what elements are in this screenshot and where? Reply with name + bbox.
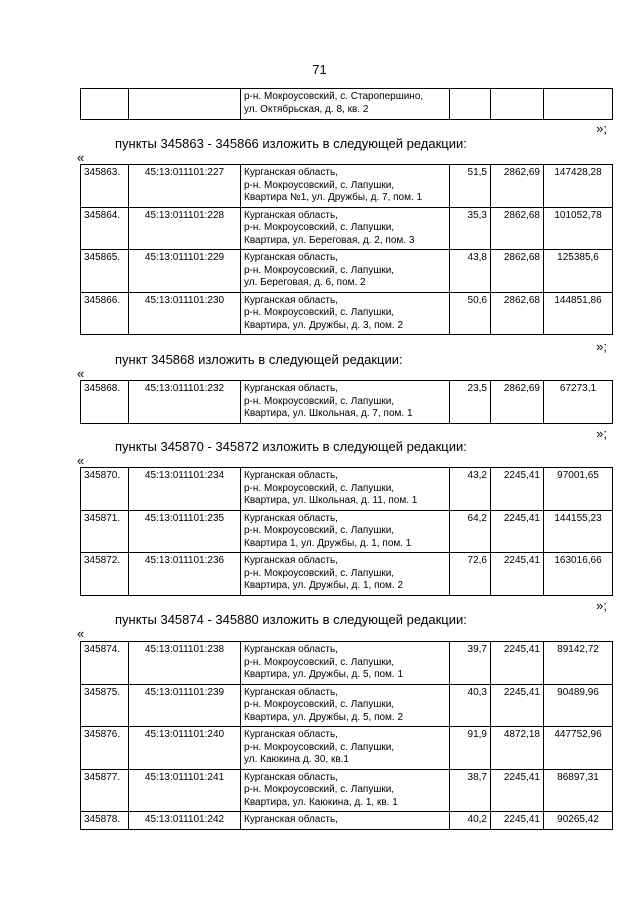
cell-price: 2245,41 <box>491 642 544 685</box>
section-instruction: пункты 345870 - 345872 изложить в следующей редакции: <box>115 439 467 454</box>
table-row <box>81 553 613 596</box>
open-quote: « <box>77 150 85 165</box>
open-quote: « <box>77 453 85 468</box>
cell-cadastral: 45:13:011101:228 <box>129 207 241 250</box>
cell-cadastral: 45:13:011101:234 <box>129 468 241 511</box>
cell-address <box>241 684 450 727</box>
table-row <box>81 165 613 208</box>
cell-cost: 163016,66 <box>544 553 613 596</box>
cell-area: 91,9 <box>450 727 491 770</box>
address-line: Квартира, ул. Дружбы, д. 5, пом. 1 <box>244 669 404 680</box>
address-line: Квартира, ул. Школьная, д. 11, пом. 1 <box>244 495 418 506</box>
address-line: р-н. Мокроусовский, с. Лапушки, <box>244 482 395 494</box>
cell-number: 345877. <box>81 769 129 812</box>
cell-number: 345864. <box>81 207 129 250</box>
address-line: р-н. Мокроусовский, с. Лапушки, <box>244 741 395 753</box>
address-line: Квартира, ул. Школьная, д. 7, пом. 1 <box>244 408 413 419</box>
address-line: Квартира №1, ул. Дружбы, д. 7, пом. 1 <box>244 192 423 203</box>
cell-number: 345875. <box>81 684 129 727</box>
section-table <box>80 467 613 596</box>
address-line: Курганская область, <box>244 729 338 740</box>
cell-number <box>81 89 129 120</box>
cell-address <box>241 727 450 770</box>
cell-area: 23,5 <box>450 381 491 424</box>
cell-area: 38,7 <box>450 769 491 812</box>
section-table <box>80 641 613 830</box>
cell-cadastral: 45:13:011101:242 <box>129 812 241 830</box>
address-line: Курганская область, <box>244 209 338 221</box>
cell-price: 2245,41 <box>491 468 544 511</box>
cell-number: 345872. <box>81 553 129 596</box>
address-line: р-н. Мокроусовский, с. Лапушки, <box>244 395 395 407</box>
address-line: р-н. Мокроусовский, с. Лапушки, <box>244 784 395 795</box>
address-line: ул. Каюкина д. 30, кв.1 <box>244 754 349 765</box>
cell-address <box>241 89 450 120</box>
close-quote: »; <box>596 121 607 136</box>
cell-address <box>241 381 450 424</box>
cell-price: 2245,41 <box>491 553 544 596</box>
table-row <box>81 510 613 553</box>
cell-cost: 67273,1 <box>544 381 613 424</box>
cell-price <box>491 89 544 120</box>
section-table <box>80 164 613 335</box>
cell-cost: 90265,42 <box>544 812 613 830</box>
cell-area: 39,7 <box>450 642 491 685</box>
cell-cost: 144155,23 <box>544 510 613 553</box>
cell-price: 2862,68 <box>491 250 544 293</box>
address-line: Курганская область, <box>244 383 338 394</box>
close-quote: »; <box>596 339 607 354</box>
cell-cadastral: 45:13:011101:232 <box>129 381 241 424</box>
cell-cost <box>544 89 613 120</box>
cell-cadastral: 45:13:011101:235 <box>129 510 241 553</box>
cell-price: 2245,41 <box>491 510 544 553</box>
section-table <box>80 380 613 424</box>
address-line: Квартира, ул. Береговая, д. 2, пом. 3 <box>244 234 415 246</box>
cell-area <box>450 89 491 120</box>
address-line: Курганская область, <box>244 686 338 698</box>
address-line: р-н. Мокроусовский, с. Лапушки, <box>244 656 395 668</box>
cell-address <box>241 510 450 553</box>
continuation-table <box>80 88 613 120</box>
cell-address <box>241 468 450 511</box>
address-line: р-н. Мокроусовский, с. Лапушки, <box>244 525 395 536</box>
cell-price: 2245,41 <box>491 812 544 830</box>
cell-number: 345876. <box>81 727 129 770</box>
cell-cost: 97001,65 <box>544 468 613 511</box>
address-line: Квартира, ул. Дружбы, д. 1, пом. 2 <box>244 580 404 591</box>
table-row <box>81 381 613 424</box>
cell-price: 2862,68 <box>491 207 544 250</box>
cell-number: 345863. <box>81 165 129 208</box>
address-line: Курганская область, <box>244 167 338 178</box>
address-line: Курганская область, <box>244 771 338 783</box>
address-line: р-н. Мокроусовский, с. Лапушки, <box>244 567 395 579</box>
cell-address <box>241 812 450 830</box>
table-row <box>81 684 613 727</box>
cell-address <box>241 292 450 335</box>
address-line: р-н. Мокроусовский, с. Лапушки, <box>244 699 395 710</box>
cell-address <box>241 642 450 685</box>
cell-area: 35,3 <box>450 207 491 250</box>
address-line: Курганская область, <box>244 644 338 655</box>
cell-number: 345870. <box>81 468 129 511</box>
address-line: Курганская область, <box>244 252 338 263</box>
address-line: Курганская область, <box>244 814 338 825</box>
cell-address <box>241 553 450 596</box>
address-line: р-н. Мокроусовский, с. Лапушки, <box>244 264 395 276</box>
table-row <box>81 250 613 293</box>
table-row <box>81 89 613 120</box>
address-line: Курганская область, <box>244 555 338 566</box>
cell-cadastral: 45:13:011101:240 <box>129 727 241 770</box>
cell-area: 64,2 <box>450 510 491 553</box>
close-quote: »; <box>596 426 607 441</box>
cell-cadastral: 45:13:011101:227 <box>129 165 241 208</box>
cell-price: 4872,18 <box>491 727 544 770</box>
cell-area: 50,6 <box>450 292 491 335</box>
cell-cost: 101052,78 <box>544 207 613 250</box>
table-row <box>81 468 613 511</box>
cell-price: 2245,41 <box>491 769 544 812</box>
section-instruction: пункты 345863 - 345866 изложить в следующей редакции: <box>115 136 467 151</box>
cell-cadastral: 45:13:011101:239 <box>129 684 241 727</box>
cell-area: 40,3 <box>450 684 491 727</box>
cell-area: 43,8 <box>450 250 491 293</box>
cell-address <box>241 250 450 293</box>
cell-address <box>241 769 450 812</box>
cell-cost: 89142,72 <box>544 642 613 685</box>
page-number: 71 <box>312 62 327 77</box>
address-line: р-н. Мокроусовский, с. Лапушки, <box>244 307 395 318</box>
address-line: р-н. Мокроусовский, с. Лапушки, <box>244 179 395 191</box>
open-quote: « <box>77 626 85 641</box>
address-line: р-н. Мокроусовский, с. Лапушки, <box>244 222 395 233</box>
table-row <box>81 207 613 250</box>
cell-cadastral: 45:13:011101:229 <box>129 250 241 293</box>
cell-area: 51,5 <box>450 165 491 208</box>
address-line: Квартира, ул. Дружбы, д. 5, пом. 2 <box>244 711 404 723</box>
cell-cost: 90489,96 <box>544 684 613 727</box>
close-quote: »; <box>596 598 607 613</box>
cell-cadastral: 45:13:011101:230 <box>129 292 241 335</box>
address-line: Квартира, ул. Дружбы, д. 3, пом. 2 <box>244 319 404 331</box>
cell-cost: 125385,6 <box>544 250 613 293</box>
cell-area: 72,6 <box>450 553 491 596</box>
cell-address <box>241 165 450 208</box>
cell-price: 2862,68 <box>491 292 544 335</box>
address-line: ул. Октябрьская, д. 8, кв. 2 <box>244 103 369 115</box>
cell-area: 40,2 <box>450 812 491 830</box>
address-line: ул. Береговая, д. 6, пом. 2 <box>244 277 366 288</box>
cell-number: 345878. <box>81 812 129 830</box>
cell-number: 345865. <box>81 250 129 293</box>
address-line: Курганская область, <box>244 470 338 481</box>
section-instruction: пункт 345868 изложить в следующей редакции: <box>115 352 403 367</box>
cell-cadastral <box>129 89 241 120</box>
cell-price: 2245,41 <box>491 684 544 727</box>
table-row <box>81 727 613 770</box>
table-row <box>81 642 613 685</box>
table-row <box>81 292 613 335</box>
table-row <box>81 812 613 830</box>
cell-number: 345866. <box>81 292 129 335</box>
table-row <box>81 769 613 812</box>
cell-cadastral: 45:13:011101:238 <box>129 642 241 685</box>
cell-price: 2862,69 <box>491 381 544 424</box>
cell-number: 345871. <box>81 510 129 553</box>
section-instruction: пункты 345874 - 345880 изложить в следующей редакции: <box>115 612 467 627</box>
cell-cost: 147428,28 <box>544 165 613 208</box>
cell-cost: 86897,31 <box>544 769 613 812</box>
address-line: Квартира, ул. Каюкина, д. 1, кв. 1 <box>244 796 398 808</box>
cell-cadastral: 45:13:011101:241 <box>129 769 241 812</box>
address-line: Курганская область, <box>244 294 338 306</box>
cell-cadastral: 45:13:011101:236 <box>129 553 241 596</box>
cell-number: 345874. <box>81 642 129 685</box>
open-quote: « <box>77 366 85 381</box>
cell-address <box>241 207 450 250</box>
cell-price: 2862,69 <box>491 165 544 208</box>
cell-cost: 144851,86 <box>544 292 613 335</box>
address-line: р-н. Мокроусовский, с. Старопершино, <box>244 91 424 102</box>
cell-cost: 447752,96 <box>544 727 613 770</box>
address-line: Квартира 1, ул. Дружбы, д. 1, пом. 1 <box>244 537 412 549</box>
address-line: Курганская область, <box>244 512 338 524</box>
cell-number: 345868. <box>81 381 129 424</box>
cell-area: 43,2 <box>450 468 491 511</box>
